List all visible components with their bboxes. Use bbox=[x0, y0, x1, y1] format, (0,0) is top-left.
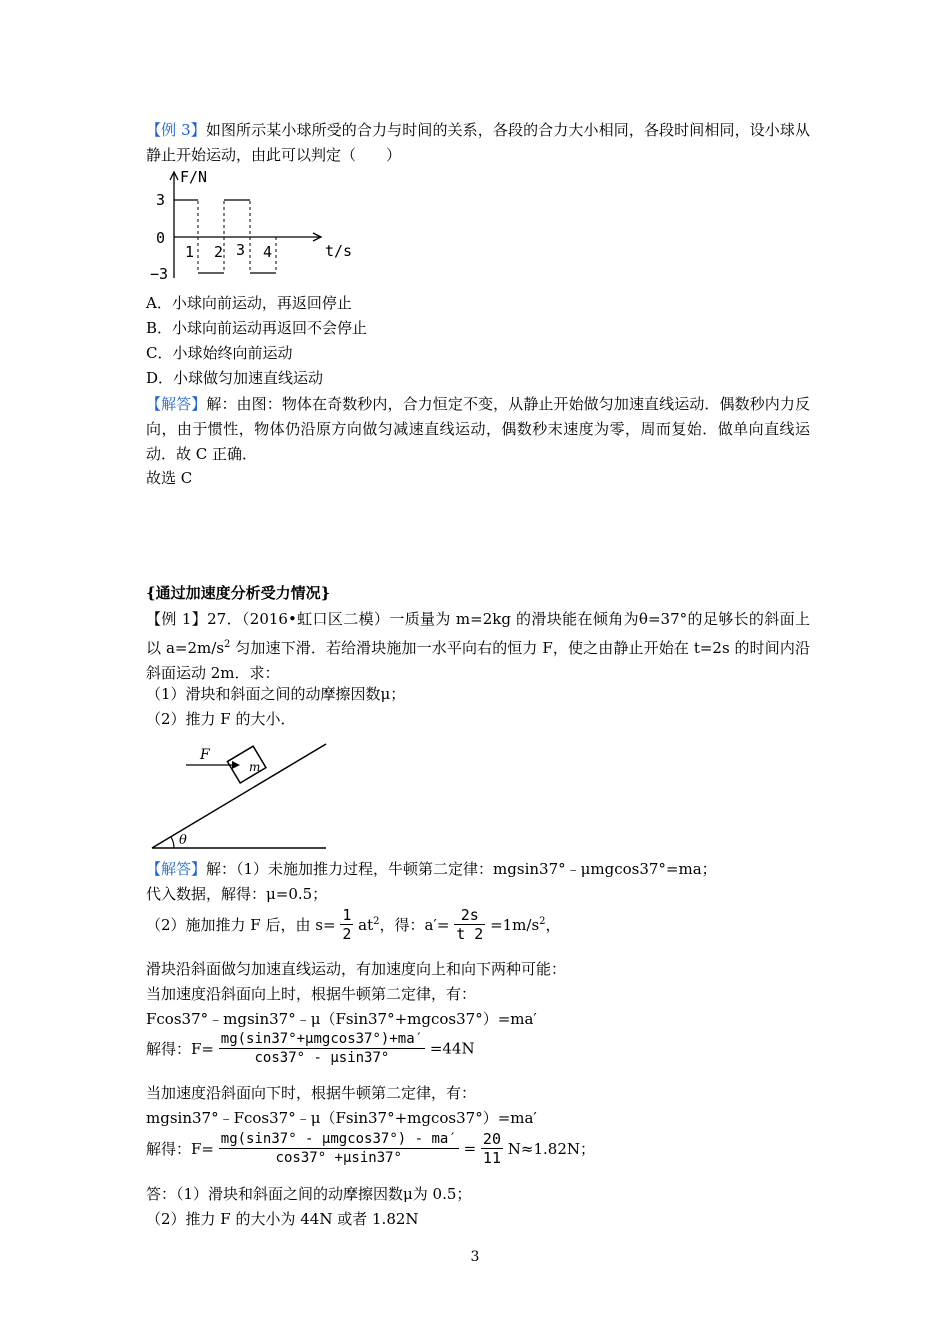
x-axis-label: t/s bbox=[325, 242, 353, 260]
sol-line-1 bbox=[146, 858, 717, 879]
answer-line-2: （2）推力 F 的大小为 44N 或者 1.82N bbox=[146, 1210, 419, 1228]
ex3-conclusion: 故选 C bbox=[146, 469, 193, 487]
option-b: B．小球向前运动再返回不会停止 bbox=[146, 319, 368, 337]
option-a: A．小球向前运动，再返回停止 bbox=[146, 294, 352, 312]
incline-figure bbox=[146, 738, 336, 853]
sol-10b: = bbox=[463, 1139, 477, 1158]
y-tick-0: 0 bbox=[156, 229, 166, 247]
fraction-f-down: $\frac{\text{mg(sin37° - μmgcos37°) - ma′}}{\cos 37^\circ +\mu\sin 37^\circ}$ bbox=[220, 1131, 457, 1166]
ex3-tag: 【例 3】 bbox=[146, 121, 206, 139]
x-tick-1: 1 bbox=[185, 243, 195, 261]
fraction-20-over-11: $\frac{20}{11}$ bbox=[482, 1130, 501, 1167]
angle-arc bbox=[171, 837, 174, 848]
page-number: 3 bbox=[470, 1249, 480, 1265]
x-tick-2: 2 bbox=[214, 243, 224, 261]
ex1-question bbox=[146, 607, 810, 686]
fraction-one-half: $\frac{1}{2}$ bbox=[342, 906, 352, 943]
sol-7b: =44N bbox=[429, 1039, 475, 1058]
sol-tag: 【解答】 bbox=[146, 860, 207, 878]
ex1-text-sup: 2 bbox=[224, 639, 231, 650]
sol-line-9: mgsin37°﹣Fcos37°﹣μ（Fsin37°+mgcos37°）=ma′ bbox=[146, 1109, 537, 1127]
sol-1: 解：（1）未施加推力过程，牛顿第二定律：mgsin37°﹣μmgcos37°=ma； bbox=[206, 860, 717, 878]
ex3-answer-text: 解：由图：物体在奇数秒内，合力恒定不变，从静止开始做匀加速直线运动．偶数秒内力反向，由于惯性，物体仍沿原方向做匀减速直线运动，偶数秒末速度为零，周而复始．做单向直线运动．故 C 正确． bbox=[146, 395, 810, 463]
angle-label: θ bbox=[179, 833, 187, 848]
option-c: C．小球始终向前运动 bbox=[146, 344, 293, 362]
sol-10c: N≈1.82N； bbox=[507, 1140, 595, 1158]
ex1-q2: （2）推力 F 的大小． bbox=[146, 710, 296, 728]
y-axis-label: F/N bbox=[180, 168, 208, 186]
sol-line-2: 代入数据，解得：μ=0.5； bbox=[146, 885, 328, 903]
sol-line-4: 滑块沿斜面做匀加速直线运动，有加速度向上和向下两种可能： bbox=[146, 960, 567, 978]
ex1-tag: 【例 1】 bbox=[146, 610, 208, 628]
x-tick-3: 3 bbox=[236, 241, 246, 259]
section-title: {通过加速度分析受力情况} bbox=[146, 584, 331, 602]
y-tick-neg3: −3 bbox=[150, 265, 169, 283]
y-tick-3: 3 bbox=[156, 191, 166, 209]
sol-line-8: 当加速度沿斜面向下时，根据牛顿第二定律，有： bbox=[146, 1084, 477, 1102]
x-tick-4: 4 bbox=[263, 243, 273, 261]
force-label: F bbox=[200, 747, 210, 763]
fraction-2s-over-t2: $\frac{2s}{t 2}$ bbox=[456, 906, 484, 943]
ex3-answer bbox=[146, 392, 810, 467]
force-time-graph bbox=[146, 166, 356, 286]
ex3-text: 如图所示某小球所受的合力与时间的关系，各段的合力大小相同，各段时间相同，设小球从静止开始运动，由此可以判定（ ） bbox=[146, 121, 810, 164]
sol-line-3: （2）施加推力 F 后，由 s= $\frac{1}{2}$ $at^2$，得：a′= $\frac{2s}{t 2}$ $=1m/s^2$， bbox=[146, 906, 561, 943]
ex1-text-a: 27．（2016•虹口区二模）一质量为 m=2kg 的滑块能在倾角为θ=37°的足够长的斜面上以 a=2m/s bbox=[146, 610, 810, 657]
fraction-f-up: $\frac{\text{mg(sin37°+μmgcos37°)+ma′}}{\cos 37^\circ - \mu\sin 37^\circ}$ bbox=[220, 1031, 424, 1066]
sol-line-6: Fcos37°﹣mgsin37°﹣μ（Fsin37°+mgcos37°）=ma′ bbox=[146, 1010, 537, 1028]
sol-7a: 解得：F= bbox=[146, 1040, 214, 1058]
answer-line-1: 答：（1）滑块和斜面之间的动摩擦因数μ为 0.5； bbox=[146, 1185, 472, 1203]
ex1-text-b: 匀加速下滑．若给滑块施加一水平向右的恒力 F，使之由静止开始在 t=2s 的时间内沿斜面运动 2m．求： bbox=[146, 639, 810, 682]
ex3-answer-tag: 【解答】 bbox=[146, 395, 207, 413]
option-d: D．小球做匀加速直线运动 bbox=[146, 369, 324, 387]
mass-label: m bbox=[249, 760, 261, 774]
sol-line-7 bbox=[146, 1030, 475, 1067]
ex3-question bbox=[146, 118, 810, 168]
ex1-q1: （1）滑块和斜面之间的动摩擦因数μ； bbox=[146, 685, 406, 703]
sol-3a: （2）施加推力 F 后，由 s= bbox=[146, 916, 336, 934]
sol-10a: 解得：F= bbox=[146, 1140, 214, 1158]
sol-line-5: 当加速度沿斜面向上时，根据牛顿第二定律，有： bbox=[146, 985, 477, 1003]
sol-line-10 bbox=[146, 1130, 595, 1167]
